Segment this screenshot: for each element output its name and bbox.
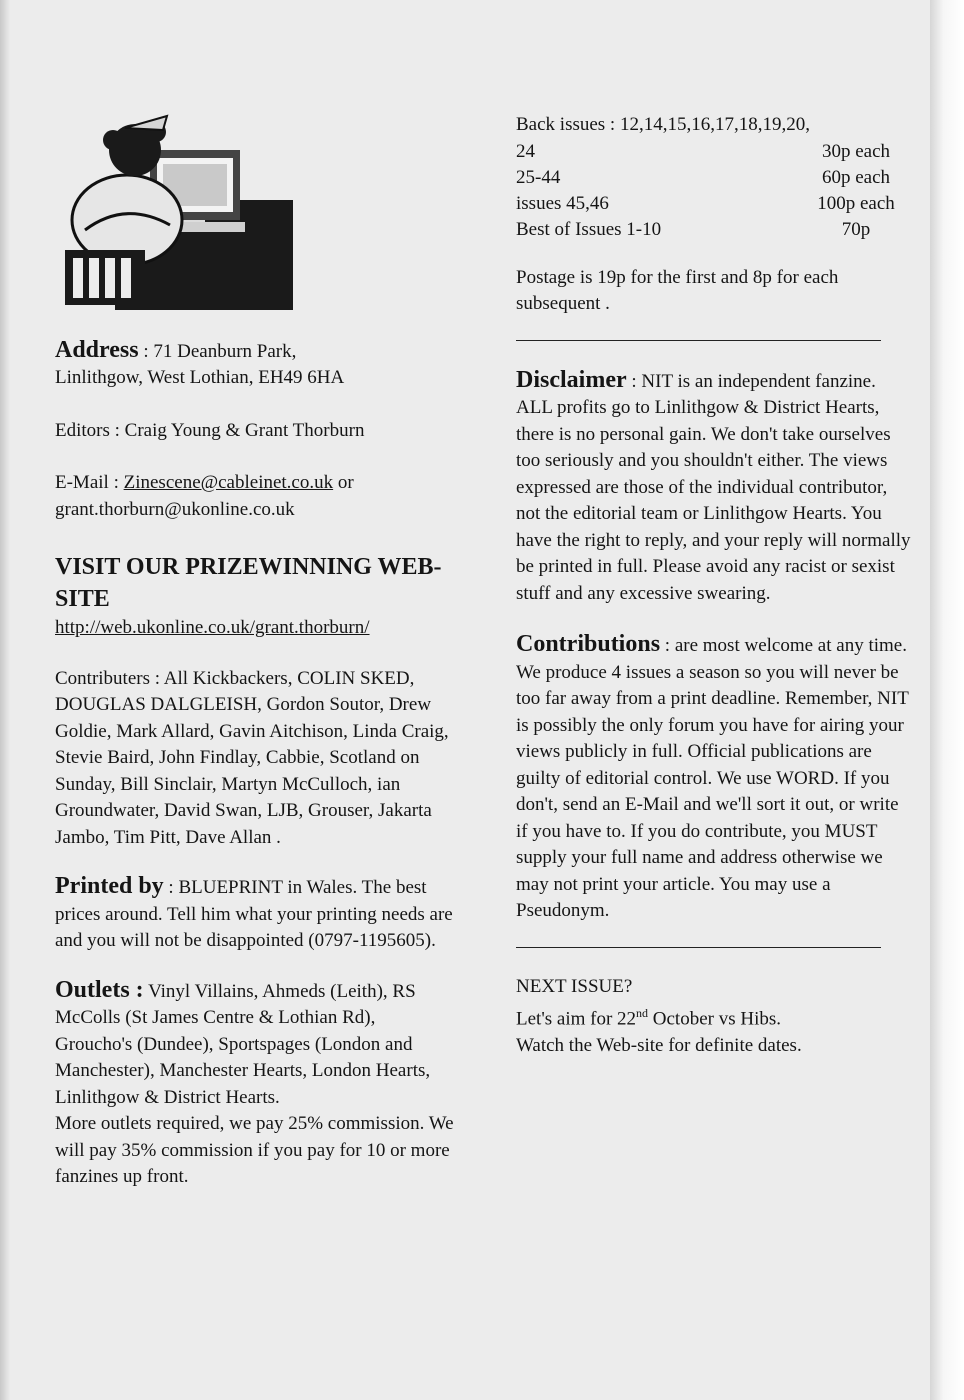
back-issue-row — [516, 217, 911, 243]
website-heading: VISIT OUR PRIZEWINNING WEB-SITE — [55, 554, 442, 612]
address-label: Address — [55, 336, 139, 363]
disclaimer-text: : NIT is an independent fanzine. ALL profits go to Linlithgow & District Hearts, there is no personal gain. We don't take ourselves too seriously and you shouldn't either. The views expressed are those of the individual contributor, not the editorial team or Linlithgow Hearts. You have the right to reply, and your reply will normally be printed in full. Please avoid any racist or sexist stuff and any excessive swearing. — [516, 370, 911, 604]
printed-by-block — [55, 873, 455, 955]
right-column — [516, 112, 911, 1059]
next-issue-post: October vs Hibs. — [648, 1008, 782, 1030]
next-issue-pre: Let's aim for 22 — [516, 1008, 637, 1030]
back-issue-price: 70p — [841, 218, 871, 240]
postage-text: Postage is 19p for the first and 8p for each subsequent . — [516, 266, 839, 314]
back-issue-item: 24 — [516, 140, 535, 162]
printed-by-label: Printed by — [55, 873, 164, 899]
mascot-computer-illustration — [55, 110, 295, 320]
back-issue-price: 30p each — [821, 140, 891, 162]
address-block — [55, 337, 455, 392]
website-url-link[interactable]: http://web.ukonline.co.uk/grant.thorburn/ — [55, 617, 370, 638]
contributions-text: : are most welcome at any time. We produce 4 issues a season so you will never be too far away from a print deadline. Remember, NIT is possibly the only forum you have for airing your views publicly in full. Official publications are guilty of editorial control. We use WORD. If you don't, send an E-Mail and we'll sort it out, or write if you have to. If you do contribute, you MUST supply your full name and address otherwise we may not print your article. You may use a Pseudonym. — [516, 635, 909, 921]
contributers-text: Contributers : All Kickbackers, COLIN SKED, DOUGLAS DALGLEISH, Gordon Soutor, Drew Goldie, Mark Allard, Gavin Aitchison, Linda Craig, Stevie Baird, John Findlay, Cabbie, Scotland on Sunday, Bill Sinclair, Martyn McCulloch, ian Groundwater, David Swan, LJB, Grouser, Jakarta Jambo, Tim Pitt, Dave Allan . — [55, 667, 449, 848]
back-issues-header — [516, 112, 911, 139]
back-issue-item: issues 45,46 — [516, 192, 609, 214]
back-issue-row — [516, 165, 911, 191]
back-issues-list: 12,14,15,16,17,18,19,20, — [619, 114, 810, 135]
contributions-label: Contributions — [516, 631, 661, 657]
next-issue-block — [516, 974, 911, 1060]
disclaimer-block — [516, 367, 911, 608]
address-line1: : 71 Deanburn Park, — [138, 340, 297, 362]
email-address-grant: grant.thorburn@ukonline.co.uk — [55, 498, 295, 520]
next-issue-title: NEXT ISSUE? — [516, 975, 633, 997]
back-issues-table — [516, 139, 911, 243]
back-issue-price: 100p each — [817, 192, 895, 214]
editors-text: Editors : Craig Young & Grant Thorburn — [55, 419, 365, 441]
back-issue-row — [516, 139, 911, 165]
page-edge — [930, 0, 964, 1400]
left-column — [55, 110, 455, 1191]
outlets-block — [55, 977, 455, 1112]
back-issue-item: 25-44 — [516, 166, 561, 188]
divider-rule — [516, 340, 881, 341]
address-line2: Linlithgow, West Lothian, EH49 6HA — [55, 367, 345, 388]
next-issue-line3: Watch the Web-site for definite dates. — [516, 1034, 802, 1056]
page-spine-shadow — [0, 0, 10, 1400]
back-issues-label: Back issues : — [516, 114, 620, 135]
outlets-text: Vinyl Villains, Ahmeds (Leith), RS McColls (St James Centre & Lothian Rd), Groucho's (Dundee), Sportspages (London and Manchester), Manchester Hearts, London Hearts, Linlithgow & District Hearts. — [55, 980, 431, 1108]
back-issue-price: 60p each — [821, 166, 891, 188]
contributions-block — [516, 631, 911, 925]
printed-by-text: : BLUEPRINT in Wales. The best prices around. Tell him what your printing needs are and you will not be disappointed (0797-1195605). — [55, 877, 453, 951]
email-link-zinescene[interactable]: Zinescene@cableinet.co.uk — [123, 472, 334, 493]
email-prefix: E-Mail : — [55, 472, 124, 493]
back-issue-item: Best of Issues 1-10 — [516, 218, 662, 240]
divider-rule — [516, 947, 881, 948]
email-block — [55, 470, 455, 523]
disclaimer-label: Disclaimer — [516, 366, 627, 393]
next-issue-sup: nd — [636, 1006, 649, 1020]
outlets-more-text: More outlets required, we pay 25% commission. We will pay 35% commission if you pay for 10 or more fanzines up front. — [55, 1113, 454, 1187]
back-issue-row — [516, 191, 911, 217]
outlets-label: Outlets : — [55, 976, 144, 1003]
email-or: or — [333, 472, 354, 493]
